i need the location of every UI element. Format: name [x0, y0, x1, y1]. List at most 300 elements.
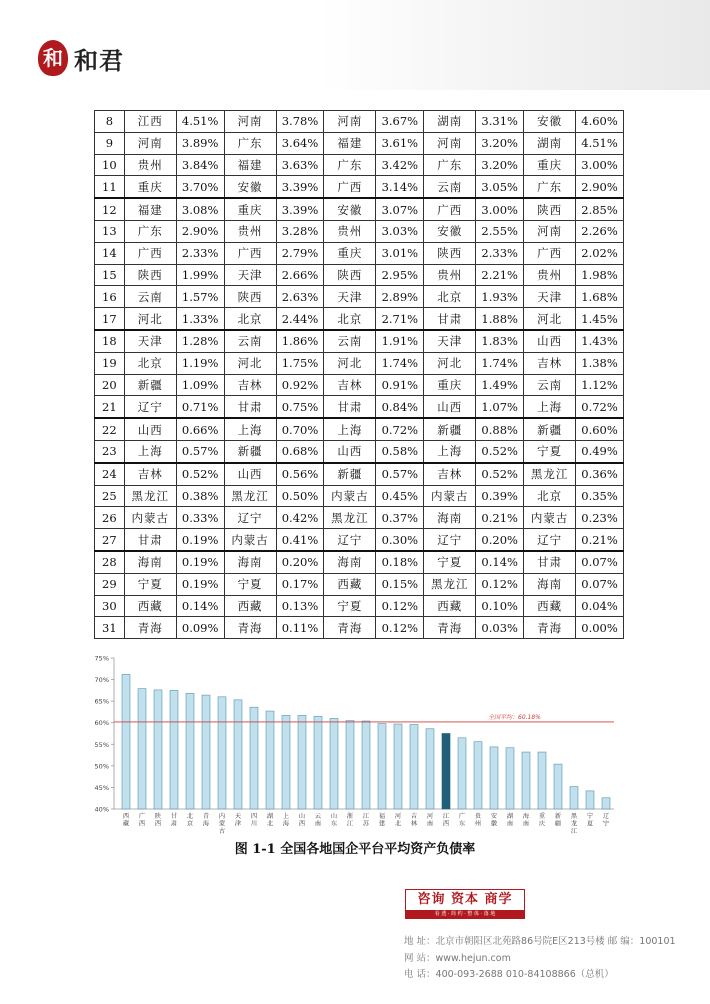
province-cell: 山西 [424, 396, 476, 418]
percent-cell: 0.68% [276, 440, 324, 462]
percent-cell: 0.21% [476, 507, 524, 529]
percent-cell: 4.51% [576, 132, 624, 154]
province-cell: 上海 [224, 418, 276, 440]
x-tick-label: 上 [282, 813, 290, 820]
x-tick-label: 津 [234, 820, 242, 828]
province-cell: 西藏 [124, 595, 176, 617]
province-cell: 福建 [224, 154, 276, 176]
bar [554, 764, 562, 809]
percent-cell: 2.44% [276, 308, 324, 330]
x-tick-label: 福 [378, 813, 386, 820]
percent-cell: 1.91% [376, 330, 424, 352]
x-tick-label: 南 [522, 820, 530, 828]
province-cell: 贵州 [524, 264, 576, 286]
percent-cell: 2.66% [276, 264, 324, 286]
province-cell: 新疆 [324, 463, 376, 485]
province-cell: 西藏 [324, 573, 376, 595]
rank-cell: 9 [95, 132, 125, 154]
province-cell: 北京 [124, 352, 176, 374]
province-cell: 内蒙古 [224, 529, 276, 551]
percent-cell: 1.45% [576, 308, 624, 330]
table-row [95, 507, 624, 529]
province-cell: 山西 [524, 330, 576, 352]
province-cell: 甘肃 [224, 396, 276, 418]
table-row [95, 264, 624, 286]
table-row [95, 330, 624, 352]
x-tick-label: 安 [490, 813, 498, 820]
table-row [95, 154, 624, 176]
province-cell: 上海 [424, 440, 476, 462]
percent-cell: 2.33% [476, 242, 524, 264]
province-cell: 云南 [324, 330, 376, 352]
rank-cell: 27 [95, 529, 125, 551]
percent-cell: 2.55% [476, 220, 524, 242]
x-tick-label: 西 [122, 813, 130, 820]
percent-cell: 0.23% [576, 507, 624, 529]
province-cell: 河北 [324, 352, 376, 374]
percent-cell: 3.31% [476, 111, 524, 133]
province-cell: 黑龙江 [124, 485, 176, 507]
percent-cell: 0.04% [576, 595, 624, 617]
bar [538, 752, 546, 809]
bar [266, 711, 274, 809]
province-cell: 黑龙江 [224, 485, 276, 507]
percent-cell: 2.79% [276, 242, 324, 264]
percent-cell: 0.37% [376, 507, 424, 529]
table-row [95, 374, 624, 396]
website-line: 网 站：www.hejun.com [404, 952, 511, 964]
table-row [95, 485, 624, 507]
percent-cell: 0.50% [276, 485, 324, 507]
rank-cell: 10 [95, 154, 125, 176]
province-cell: 贵州 [424, 264, 476, 286]
rank-cell: 15 [95, 264, 125, 286]
percent-cell: 3.00% [576, 154, 624, 176]
y-tick-label: 65% [94, 697, 109, 706]
x-tick-label: 海 [522, 813, 530, 820]
x-tick-label: 西 [298, 820, 306, 828]
bar [250, 707, 258, 809]
rank-cell: 16 [95, 286, 125, 308]
bar [282, 715, 290, 809]
province-cell: 广西 [324, 176, 376, 198]
province-cell: 河南 [424, 132, 476, 154]
rank-cell: 28 [95, 551, 125, 573]
percent-cell: 1.74% [476, 352, 524, 374]
x-tick-label: 藏 [122, 820, 130, 828]
percent-cell: 0.49% [576, 440, 624, 462]
bar [218, 697, 226, 809]
table-row [95, 308, 624, 330]
rank-cell: 8 [95, 111, 125, 133]
x-tick-label: 天 [234, 813, 242, 820]
province-cell: 西藏 [524, 595, 576, 617]
province-cell: 河南 [324, 111, 376, 133]
province-cell: 黑龙江 [324, 507, 376, 529]
x-tick-label: 建 [378, 820, 386, 828]
province-cell: 海南 [124, 551, 176, 573]
percent-cell: 3.14% [376, 176, 424, 198]
province-cell: 云南 [124, 286, 176, 308]
percent-cell: 1.68% [576, 286, 624, 308]
bar [186, 693, 194, 809]
bar [298, 715, 306, 809]
address-line: 地 址：北京市朝阳区北苑路86号院E区213号楼 邮 编：100101 [404, 936, 676, 947]
percent-cell: 0.33% [176, 507, 224, 529]
y-tick-label: 45% [94, 783, 109, 792]
province-cell: 北京 [424, 286, 476, 308]
percent-cell: 0.13% [276, 595, 324, 617]
province-cell: 贵州 [324, 220, 376, 242]
province-cell: 广西 [524, 242, 576, 264]
province-cell: 天津 [424, 330, 476, 352]
percent-cell: 1.98% [576, 264, 624, 286]
bar [362, 721, 370, 809]
province-cell: 上海 [324, 418, 376, 440]
percent-cell: 4.51% [176, 111, 224, 133]
x-tick-label: 河 [394, 813, 402, 820]
table-row [95, 463, 624, 485]
x-tick-label: 云 [314, 813, 322, 820]
province-cell: 宁夏 [224, 573, 276, 595]
percent-cell: 0.56% [276, 463, 324, 485]
percent-cell: 1.75% [276, 352, 324, 374]
rank-cell: 22 [95, 418, 125, 440]
x-tick-label: 甘 [170, 813, 178, 820]
rank-cell: 14 [95, 242, 125, 264]
percent-cell: 0.19% [176, 573, 224, 595]
x-tick-label: 内 [218, 813, 226, 820]
percent-cell: 3.67% [376, 111, 424, 133]
x-tick-label: 东 [458, 820, 466, 828]
percent-cell: 0.36% [576, 463, 624, 485]
province-cell: 河南 [124, 132, 176, 154]
bar [522, 752, 530, 809]
province-cell: 吉林 [224, 374, 276, 396]
percent-cell: 0.14% [476, 551, 524, 573]
percent-cell: 3.78% [276, 111, 324, 133]
province-cell: 重庆 [124, 176, 176, 198]
province-cell: 云南 [524, 374, 576, 396]
slogan-box [405, 889, 525, 919]
percent-cell: 1.99% [176, 264, 224, 286]
province-cell: 陕西 [324, 264, 376, 286]
percent-cell: 2.95% [376, 264, 424, 286]
percent-cell: 2.33% [176, 242, 224, 264]
percent-cell: 3.70% [176, 176, 224, 198]
x-tick-label: 陕 [154, 813, 162, 820]
province-cell: 天津 [324, 286, 376, 308]
x-tick-label: 宁 [586, 813, 594, 820]
y-tick-label: 70% [94, 676, 109, 685]
x-tick-label: 北 [266, 820, 274, 828]
percent-cell: 0.88% [476, 418, 524, 440]
percent-cell: 1.74% [376, 352, 424, 374]
percent-cell: 1.28% [176, 330, 224, 352]
x-tick-label: 吉 [410, 813, 418, 820]
x-tick-label: 湖 [266, 813, 274, 820]
x-tick-label: 江 [570, 828, 578, 835]
company-logo [38, 38, 124, 78]
percent-cell: 3.01% [376, 242, 424, 264]
x-tick-label: 江 [362, 813, 370, 820]
percent-cell: 0.41% [276, 529, 324, 551]
province-cell: 广东 [424, 154, 476, 176]
percent-cell: 3.61% [376, 132, 424, 154]
average-label: 全国平均：60.18% [488, 713, 541, 721]
bar [170, 690, 178, 809]
province-cell: 甘肃 [324, 396, 376, 418]
province-cell: 天津 [524, 286, 576, 308]
x-tick-label: 北 [394, 820, 402, 828]
percent-cell: 2.85% [576, 198, 624, 220]
x-tick-label: 重 [538, 813, 546, 820]
table-row [95, 220, 624, 242]
province-cell: 内蒙古 [324, 485, 376, 507]
x-tick-label: 古 [218, 828, 226, 835]
province-cell: 青海 [524, 617, 576, 639]
rank-cell: 13 [95, 220, 125, 242]
percent-cell: 0.84% [376, 396, 424, 418]
percent-cell: 0.00% [576, 617, 624, 639]
province-cell: 陕西 [424, 242, 476, 264]
percent-cell: 3.03% [376, 220, 424, 242]
x-tick-label: 南 [314, 820, 322, 828]
ranking-table [94, 110, 624, 639]
province-cell: 河北 [224, 352, 276, 374]
x-tick-label: 东 [330, 820, 338, 828]
percent-cell: 0.03% [476, 617, 524, 639]
x-tick-label: 夏 [586, 820, 594, 828]
contact-info [404, 934, 694, 984]
x-tick-label: 黑 [570, 813, 578, 820]
percent-cell: 0.57% [376, 463, 424, 485]
rank-cell: 23 [95, 440, 125, 462]
debt-ratio-chart-svg [78, 650, 628, 840]
table-row [95, 242, 624, 264]
percent-cell: 0.07% [576, 573, 624, 595]
province-cell: 福建 [324, 132, 376, 154]
bar [506, 748, 514, 809]
rank-cell: 20 [95, 374, 125, 396]
province-cell: 山西 [124, 418, 176, 440]
province-cell: 陕西 [524, 198, 576, 220]
table-row [95, 573, 624, 595]
percent-cell: 2.63% [276, 286, 324, 308]
province-cell: 甘肃 [424, 308, 476, 330]
province-cell: 安徽 [324, 198, 376, 220]
x-tick-label: 河 [426, 813, 434, 820]
rank-cell: 30 [95, 595, 125, 617]
province-cell: 河北 [124, 308, 176, 330]
province-cell: 广东 [324, 154, 376, 176]
percent-cell: 3.39% [276, 176, 324, 198]
table-row [95, 396, 624, 418]
percent-cell: 1.33% [176, 308, 224, 330]
percent-cell: 1.12% [576, 374, 624, 396]
percent-cell: 1.38% [576, 352, 624, 374]
percent-cell: 1.83% [476, 330, 524, 352]
percent-cell: 0.07% [576, 551, 624, 573]
rank-cell: 17 [95, 308, 125, 330]
x-tick-label: 浙 [346, 813, 354, 820]
table-row [95, 529, 624, 551]
province-cell: 内蒙古 [424, 485, 476, 507]
province-cell: 广西 [224, 242, 276, 264]
table-row [95, 286, 624, 308]
province-cell: 上海 [524, 396, 576, 418]
province-cell: 湖南 [424, 111, 476, 133]
percent-cell: 0.15% [376, 573, 424, 595]
logo-seal-icon: 和 [38, 40, 68, 76]
x-tick-label: 新 [554, 813, 562, 820]
percent-cell: 0.60% [576, 418, 624, 440]
province-cell: 安徽 [524, 111, 576, 133]
rank-cell: 31 [95, 617, 125, 639]
table-row [95, 352, 624, 374]
province-cell: 新疆 [524, 418, 576, 440]
x-tick-label: 江 [442, 813, 450, 820]
percent-cell: 3.89% [176, 132, 224, 154]
percent-cell: 0.09% [176, 617, 224, 639]
rank-cell: 25 [95, 485, 125, 507]
province-cell: 北京 [524, 485, 576, 507]
x-tick-label: 广 [138, 813, 146, 820]
percent-cell: 2.21% [476, 264, 524, 286]
percent-cell: 0.92% [276, 374, 324, 396]
x-tick-label: 广 [458, 813, 466, 820]
rank-cell: 24 [95, 463, 125, 485]
province-cell: 重庆 [524, 154, 576, 176]
bar [154, 690, 162, 809]
percent-cell: 3.20% [476, 154, 524, 176]
x-tick-label: 林 [410, 820, 418, 828]
province-cell: 辽宁 [424, 529, 476, 551]
province-cell: 山西 [224, 463, 276, 485]
slogan-subtext: 看 透 · 简 约 · 整 体 · 落 地 [406, 910, 524, 918]
bar [490, 747, 498, 809]
percent-cell: 2.89% [376, 286, 424, 308]
province-cell: 河南 [524, 220, 576, 242]
province-cell: 吉林 [424, 463, 476, 485]
bar [346, 721, 354, 809]
province-cell: 新疆 [424, 418, 476, 440]
x-tick-label: 南 [506, 820, 514, 828]
logo-text: 和君 [74, 45, 124, 75]
province-cell: 宁夏 [324, 595, 376, 617]
bar [122, 674, 130, 809]
x-tick-label: 川 [250, 820, 258, 828]
rank-cell: 21 [95, 396, 125, 418]
x-tick-label: 山 [330, 813, 338, 820]
percent-cell: 0.11% [276, 617, 324, 639]
table-row [95, 132, 624, 154]
x-tick-label: 京 [186, 820, 194, 828]
province-cell: 贵州 [224, 220, 276, 242]
province-cell: 重庆 [224, 198, 276, 220]
x-tick-label: 辽 [602, 813, 610, 820]
percent-cell: 3.63% [276, 154, 324, 176]
province-cell: 内蒙古 [524, 507, 576, 529]
bar [314, 716, 322, 809]
rank-cell: 11 [95, 176, 125, 198]
phone-line: 电 话：400-093-2688 010-84108866（总机） [404, 969, 614, 980]
province-cell: 辽宁 [124, 396, 176, 418]
province-cell: 天津 [124, 330, 176, 352]
province-cell: 吉林 [124, 463, 176, 485]
province-cell: 吉林 [324, 374, 376, 396]
percent-cell: 1.07% [476, 396, 524, 418]
x-tick-label: 北 [186, 813, 194, 820]
table-row [95, 198, 624, 220]
slogan-text: 咨询 资本 商学 [417, 892, 513, 907]
y-tick-label: 60% [94, 719, 109, 728]
province-cell: 河北 [424, 352, 476, 374]
table-row [95, 440, 624, 462]
x-tick-label: 疆 [554, 820, 562, 828]
percent-cell: 3.84% [176, 154, 224, 176]
percent-cell: 2.71% [376, 308, 424, 330]
table-row [95, 617, 624, 639]
x-tick-label: 庆 [538, 820, 546, 828]
percent-cell: 3.08% [176, 198, 224, 220]
x-tick-label: 西 [442, 820, 450, 828]
x-tick-label: 徽 [490, 820, 498, 828]
province-cell: 云南 [424, 176, 476, 198]
province-cell: 河北 [524, 308, 576, 330]
province-cell: 辽宁 [224, 507, 276, 529]
x-tick-label: 蒙 [218, 820, 226, 828]
percent-cell: 0.21% [576, 529, 624, 551]
province-cell: 宁夏 [424, 551, 476, 573]
percent-cell: 0.52% [476, 463, 524, 485]
province-cell: 北京 [224, 308, 276, 330]
province-cell: 甘肃 [124, 529, 176, 551]
rank-cell: 19 [95, 352, 125, 374]
x-tick-label: 江 [346, 820, 354, 828]
x-tick-label: 肃 [170, 820, 178, 828]
province-cell: 黑龙江 [524, 463, 576, 485]
province-cell: 青海 [424, 617, 476, 639]
province-cell: 江西 [124, 111, 176, 133]
percent-cell: 0.19% [176, 551, 224, 573]
rank-cell: 29 [95, 573, 125, 595]
percent-cell: 1.49% [476, 374, 524, 396]
province-cell: 新疆 [124, 374, 176, 396]
percent-cell: 0.30% [376, 529, 424, 551]
percent-cell: 1.93% [476, 286, 524, 308]
province-cell: 天津 [224, 264, 276, 286]
province-cell: 福建 [124, 198, 176, 220]
y-tick-label: 40% [94, 805, 109, 814]
percent-cell: 2.90% [576, 176, 624, 198]
bar [378, 724, 386, 809]
province-cell: 新疆 [224, 440, 276, 462]
bar [586, 791, 594, 809]
table-row [95, 111, 624, 133]
province-cell: 青海 [124, 617, 176, 639]
y-tick-label: 55% [94, 740, 109, 749]
percent-cell: 2.26% [576, 220, 624, 242]
province-cell: 广东 [124, 220, 176, 242]
table-row [95, 595, 624, 617]
province-cell: 海南 [524, 573, 576, 595]
percent-cell: 0.52% [176, 463, 224, 485]
province-cell: 安徽 [424, 220, 476, 242]
percent-cell: 0.20% [276, 551, 324, 573]
percent-cell: 3.20% [476, 132, 524, 154]
y-tick-label: 75% [94, 654, 109, 663]
